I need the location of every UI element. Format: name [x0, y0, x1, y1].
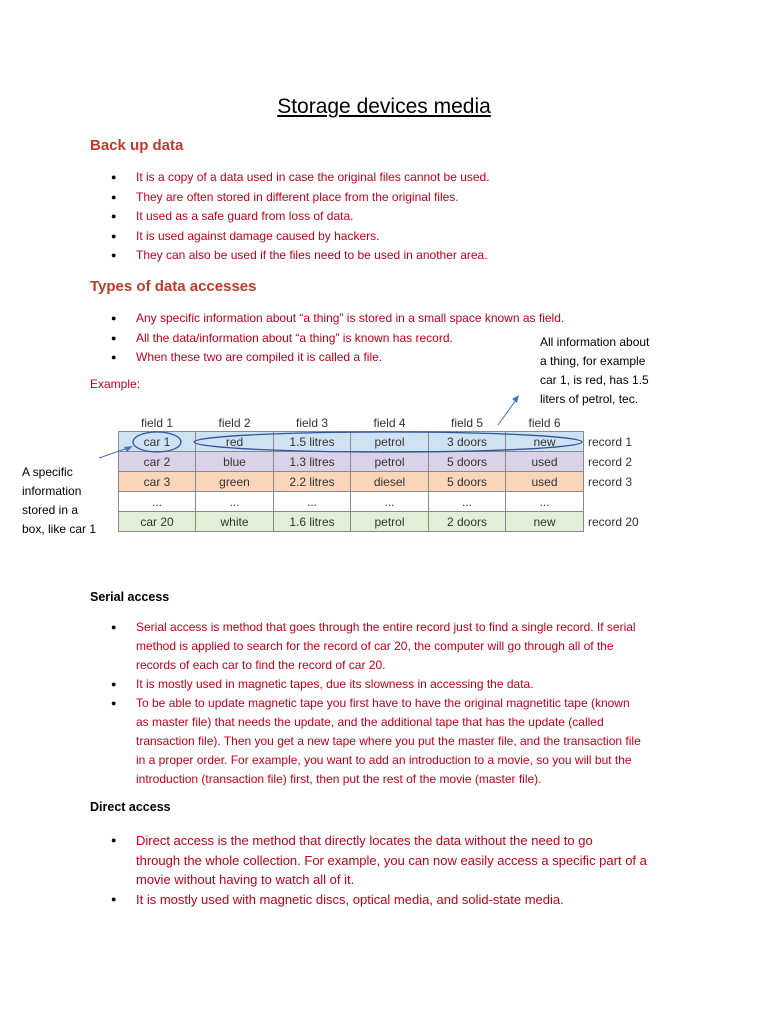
table-cell: car 1 — [119, 432, 196, 452]
list-item: ● It used as a safe guard from loss of data. — [136, 207, 490, 227]
field-arrow-head — [124, 446, 133, 452]
note-record: All information about a thing, for example car 1, is red, has 1.5 liters of petrol, tec. — [540, 335, 650, 406]
table-cell: petrol — [351, 512, 429, 532]
table-cell: ... — [429, 492, 506, 512]
direct-heading: Direct access — [90, 800, 171, 814]
page-title: Storage devices media — [277, 95, 491, 118]
record-label: record 1 — [588, 434, 633, 449]
table-cell: ... — [274, 492, 351, 512]
list-item: ● It is mostly used with magnetic discs, optical media, and solid-state media. — [136, 890, 647, 910]
table-cell: ... — [119, 492, 196, 512]
list-item: ● Direct access is the method that directly locates the data without the need to go through the whole collection. For example, you can now easily access a specific part of a movie without having to watch all of it. — [136, 831, 647, 890]
list-item: ● Any specific information about “a thing” is stored in a small space known as field. — [136, 309, 564, 329]
table-cell: 3 doors — [429, 432, 506, 452]
record-arrow-head — [512, 395, 519, 403]
direct-list — [136, 831, 647, 909]
table-cell: green — [196, 472, 274, 492]
list-item: ● All the data/information about “a thing” is known has record. — [136, 329, 564, 349]
table-cell: used — [506, 472, 584, 492]
list-item: ● It is used against damage caused by hackers. — [136, 227, 490, 247]
table-cell: car 2 — [119, 452, 196, 472]
table-cell: petrol — [351, 452, 429, 472]
table-cell: 1.3 litres — [274, 452, 351, 472]
list-item: ● Serial access is method that goes through the entire record just to find a single record. If serial method is applied to search for the record of car 20, the computer will go through all of the records of each car to find the record of car 20. — [136, 618, 641, 675]
record-label: record 20 — [588, 514, 639, 529]
list-item: ● To be able to update magnetic tape you first have to have the original magnetitic tape (known as master file) that needs the update, and the additional tape that has the update (called transaction file). Then you get a new tape where you put the master file, and the transaction file in a proper order. For example, you want to add an introduction to a movie, so you will but the introduction (transaction file) first, then put the rest of the movie (master file). — [136, 694, 641, 789]
field-highlight-ellipse — [133, 432, 181, 452]
column-header: field 3 — [295, 415, 329, 430]
table-cell: 1.5 litres — [274, 432, 351, 452]
serial-heading: Serial access — [90, 590, 170, 604]
table-cell: petrol — [351, 432, 429, 452]
table-cell: 2.2 litres — [274, 472, 351, 492]
table-cell: 1.6 litres — [274, 512, 351, 532]
list-item: ● It is mostly used in magnetic tapes, due its slowness in accessing the data. — [136, 675, 641, 694]
table-cell: car 3 — [119, 472, 196, 492]
table-cell: ... — [196, 492, 274, 512]
table-cell: new — [506, 512, 584, 532]
list-item: ● They can also be used if the files need to be used in another area. — [136, 246, 490, 266]
table-cell: ... — [351, 492, 429, 512]
table-cell: diesel — [351, 472, 429, 492]
column-header: field 4 — [373, 415, 406, 430]
serial-list — [136, 618, 641, 789]
example-label: Example: — [90, 377, 141, 391]
record-highlight-ellipse — [194, 432, 582, 452]
table-cell: white — [196, 512, 274, 532]
table-cell: new — [506, 432, 584, 452]
column-header: field 6 — [528, 415, 561, 430]
table-cell: car 20 — [119, 512, 196, 532]
backup-heading: Back up data — [90, 137, 184, 154]
table-cell: 2 doors — [429, 512, 506, 532]
list-item: ● It is a copy of a data used in case the original files cannot be used. — [136, 168, 490, 188]
table-cell: 5 doors — [429, 452, 506, 472]
list-item: ● When these two are compiled it is called a file. — [136, 348, 564, 368]
note-field: A specific information stored in a box, like car 1 — [22, 465, 97, 536]
list-item: ● They are often stored in different place from the original files. — [136, 188, 490, 208]
table-cell: ... — [506, 492, 584, 512]
table-cell: red — [196, 432, 274, 452]
record-arrow — [498, 400, 516, 425]
column-header: field 5 — [450, 415, 484, 430]
column-header: field 1 — [140, 415, 174, 430]
record-label: record 3 — [588, 474, 633, 489]
table-cell: blue — [196, 452, 274, 472]
table-cell: used — [506, 452, 584, 472]
record-label: record 2 — [588, 454, 633, 469]
field-arrow — [99, 448, 128, 458]
table-cell: 5 doors — [429, 472, 506, 492]
types-heading: Types of data accesses — [90, 278, 257, 295]
column-header: field 2 — [218, 415, 251, 430]
